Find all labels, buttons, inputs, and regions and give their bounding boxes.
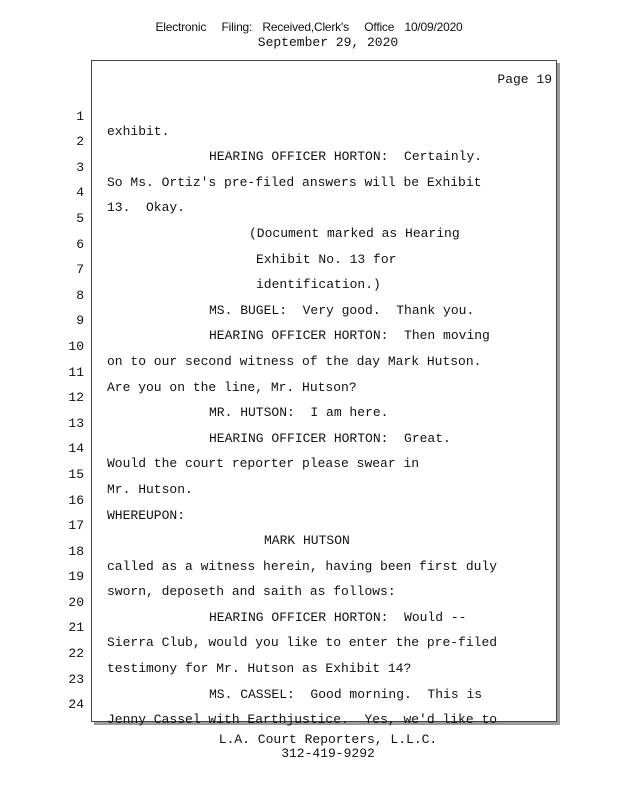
transcript-line <box>0 554 618 599</box>
line-text: Jenny Cassel with Earthjustice. Yes, we'd like to <box>107 712 498 727</box>
line-text: MARK HUTSON <box>264 533 350 548</box>
transcript-line <box>0 503 618 548</box>
line-text: MS. BUGEL: Very good. Thank you. <box>209 303 475 318</box>
line-text: sworn, deposeth and saith as follows: <box>107 584 396 599</box>
electronic-filing-stamp: Electronic Filing: Received,Clerk's Office 10/09/2020 <box>155 20 463 34</box>
line-number: 10 <box>68 339 84 354</box>
line-number: 24 <box>68 697 84 712</box>
line-number: 18 <box>68 544 84 559</box>
transcript-date: September 29, 2020 <box>257 35 399 50</box>
line-text: HEARING OFFICER HORTON: Would -- <box>209 610 467 625</box>
line-number: 7 <box>76 262 84 277</box>
footer-phone: 312-419-9292 <box>281 746 375 761</box>
transcript-line <box>0 478 618 523</box>
line-number: 9 <box>76 313 84 328</box>
transcript-line <box>0 401 618 446</box>
line-text: MS. CASSEL: Good morning. This is <box>209 687 483 702</box>
line-text: called as a witness herein, having been first duly <box>107 559 498 574</box>
transcript-line <box>0 426 618 471</box>
transcript-line <box>0 145 618 190</box>
line-number: 8 <box>76 288 84 303</box>
transcript-line <box>0 657 618 702</box>
line-text: HEARING OFFICER HORTON: Then moving <box>209 328 490 343</box>
page-number: Page 19 <box>497 72 552 87</box>
line-text: exhibit. <box>107 124 170 139</box>
transcript-line <box>0 682 618 727</box>
transcript-line <box>0 170 618 215</box>
line-number: 22 <box>68 646 84 661</box>
transcript-line <box>0 222 618 267</box>
transcript-line <box>0 350 618 395</box>
line-text: on to our second witness of the day Mark Hutson. <box>107 354 482 369</box>
line-text: (Document marked as Hearing <box>249 226 460 241</box>
transcript-line <box>0 529 618 574</box>
transcript-line <box>0 273 618 318</box>
line-text: So Ms. Ortiz's pre-filed answers will be Exhibit <box>107 175 482 190</box>
transcript-line <box>0 375 618 420</box>
line-text: testimony for Mr. Hutson as Exhibit 14? <box>107 661 412 676</box>
transcript-line <box>0 631 618 676</box>
line-text: 13. Okay. <box>107 200 186 215</box>
line-text: Sierra Club, would you like to enter the pre-filed <box>107 635 498 650</box>
line-text: HEARING OFFICER HORTON: Certainly. <box>209 149 483 164</box>
footer-company: L.A. Court Reporters, L.L.C. <box>218 732 438 747</box>
line-text: Are you on the line, Mr. Hutson? <box>107 380 357 395</box>
line-text: identification.) <box>256 277 381 292</box>
transcript-line <box>0 196 618 241</box>
transcript-line <box>0 580 618 625</box>
line-number: 20 <box>68 595 84 610</box>
line-number: 14 <box>68 441 84 456</box>
line-number: 13 <box>68 416 84 431</box>
line-text: Exhibit No. 13 for <box>256 252 397 267</box>
line-text: HEARING OFFICER HORTON: Great. <box>209 431 451 446</box>
line-text: Mr. Hutson. <box>107 482 193 497</box>
line-number: 23 <box>68 672 84 687</box>
transcript-line <box>0 324 618 369</box>
line-number: 17 <box>68 518 84 533</box>
line-text: MR. HUTSON: I am here. <box>209 405 389 420</box>
line-number: 16 <box>68 493 84 508</box>
line-number: 3 <box>76 160 84 175</box>
transcript-line <box>0 247 618 292</box>
line-text: WHEREUPON: <box>107 508 186 523</box>
transcript-line <box>0 605 618 650</box>
line-number: 11 <box>68 365 84 380</box>
transcript-line <box>0 298 618 343</box>
line-number: 21 <box>68 620 84 635</box>
line-number: 6 <box>76 237 84 252</box>
line-number: 15 <box>68 467 84 482</box>
line-number: 12 <box>68 390 84 405</box>
line-number: 2 <box>76 134 84 149</box>
line-number: 5 <box>76 211 84 226</box>
transcript-line <box>0 452 618 497</box>
line-text: Would the court reporter please swear in <box>107 456 420 471</box>
transcript-line <box>0 94 618 139</box>
transcript-line <box>0 119 618 164</box>
line-number: 1 <box>76 109 84 124</box>
line-number: 19 <box>68 569 84 584</box>
line-number: 4 <box>76 185 84 200</box>
